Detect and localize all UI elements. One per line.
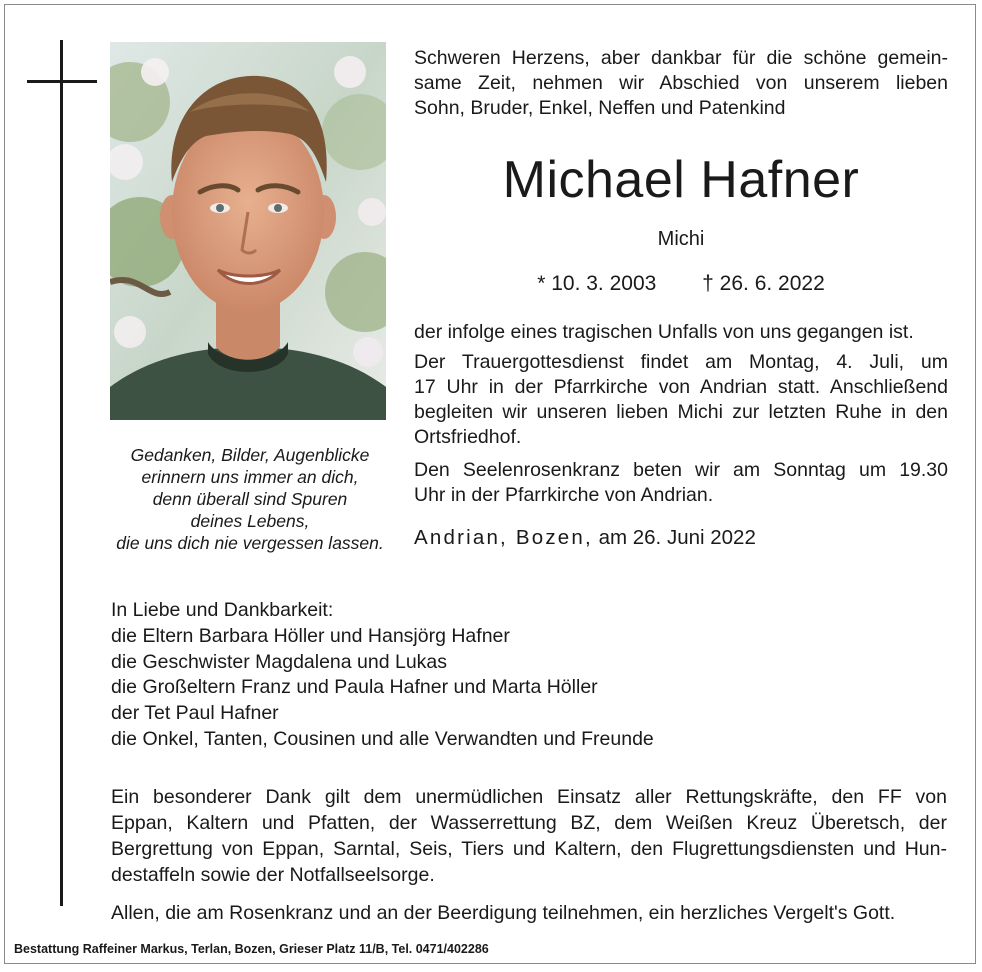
rosary-line: Uhr in der Pfarrkirche von Andrian. <box>414 484 714 506</box>
service-line: begleiten wir unseren lieben Michi zur letzten Ruhe in den <box>414 401 948 423</box>
poem <box>100 444 400 554</box>
intro-paragraph <box>414 46 948 121</box>
portrait-photo <box>110 42 386 420</box>
final-thanks: Allen, die am Rosenkranz und an der Beerdigung teilnehmen, ein herzliches Vergelt's Gott. <box>111 902 896 924</box>
cross-icon-horizontal <box>27 80 97 83</box>
family-list <box>111 598 654 753</box>
poem-line: denn überall sind Spuren <box>152 489 348 509</box>
family-line: die Eltern Barbara Höller und Hansjörg Hafner <box>111 624 510 647</box>
thanks-line: Bergrettung von Eppan, Sarntal, Seis, Tiers und Kaltern, den Flugrettungsdiensten und Hun- <box>111 838 947 860</box>
nickname: Michi <box>657 228 705 250</box>
life-dates <box>414 270 948 298</box>
thanks-line: Ein besonderer Dank gilt dem unermüdlichen Einsatz aller Rettungskräfte, den FF von <box>111 786 947 808</box>
deceased-name: Michael Hafner <box>502 151 860 209</box>
poem-line: deines Lebens, <box>190 511 310 531</box>
poem-line: Gedanken, Bilder, Augenblicke <box>130 445 370 465</box>
service-line: 17 Uhr in der Pfarrkirche von Andrian statt. Anschließend <box>414 376 948 398</box>
rosary-line: Den Seelenrosenkranz beten wir am Sonntag um 19.30 <box>414 459 948 481</box>
service-line: Ortsfriedhof. <box>414 426 522 448</box>
service-line: Der Trauergottesdienst findet am Montag, 4. Juli, um <box>414 351 948 373</box>
intro-line: Schweren Herzens, aber dankbar für die schöne gemein- <box>414 47 948 69</box>
family-heading: In Liebe und Dankbarkeit: <box>111 599 334 621</box>
funeral-home-footer: Bestattung Raffeiner Markus, Terlan, Bozen, Grieser Platz 11/B, Tel. 0471/402286 <box>14 942 489 956</box>
thanks-line: Eppan, Kaltern und Pfatten, der Wasserrettung BZ, dem Weißen Kreuz Überetsch, der <box>111 812 947 834</box>
service-paragraph <box>414 350 948 450</box>
intro-line: same Zeit, nehmen wir Abschied von unserem lieben <box>414 72 948 94</box>
family-line: der Tet Paul Hafner <box>111 702 279 725</box>
poem-line: erinnern uns immer an dich, <box>141 467 359 487</box>
place-and-date <box>414 524 756 552</box>
rosary-paragraph <box>414 458 948 508</box>
birth-date: * 10. 3. 2003 <box>537 272 657 295</box>
family-line: die Großeltern Franz und Paula Hafner und Marta Höller <box>111 676 598 699</box>
thanks-line: destaffeln sowie der Notfallseelsorge. <box>111 864 435 886</box>
portrait-illustration <box>110 42 386 420</box>
cause-line: der infolge eines tragischen Unfalls von uns gegangen ist. <box>414 321 914 343</box>
place-name: Andrian, Bozen, <box>414 526 593 549</box>
cause-paragraph <box>414 320 948 345</box>
poem-line: die uns dich nie vergessen lassen. <box>116 533 384 553</box>
intro-line: Sohn, Bruder, Enkel, Neffen und Patenkind <box>414 97 786 119</box>
notice-date: am 26. Juni 2022 <box>598 526 756 549</box>
death-date: † 26. 6. 2022 <box>702 272 825 295</box>
family-line: die Onkel, Tanten, Cousinen und alle Verwandten und Freunde <box>111 727 654 750</box>
cross-icon-vertical <box>60 40 63 906</box>
thanks-paragraph <box>111 784 947 888</box>
family-line: die Geschwister Magdalena und Lukas <box>111 650 448 673</box>
